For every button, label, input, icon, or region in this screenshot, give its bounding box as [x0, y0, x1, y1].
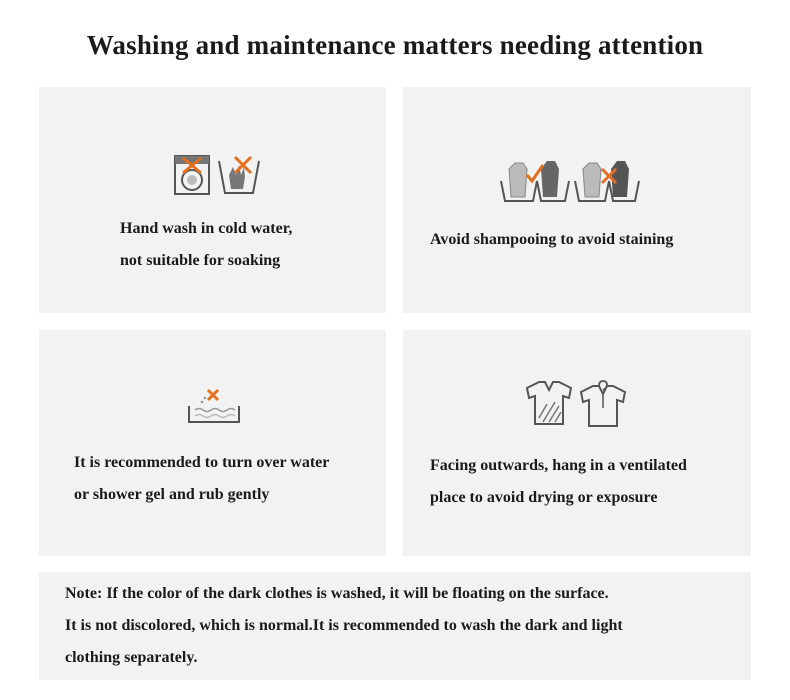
shampoo-not-allowed-icon — [575, 161, 639, 201]
care-text-line: Avoid shampooing to avoid staining — [430, 231, 674, 248]
care-panel-shampoo — [403, 87, 751, 313]
hand-wash-icons — [173, 153, 263, 202]
care-panel-hand-wash — [39, 87, 386, 313]
page-title: Washing and maintenance matters needing attention — [86, 30, 704, 60]
care-text-line: or shower gel and rub gently — [74, 486, 270, 503]
no-machine-wash-icon — [175, 156, 209, 194]
care-panel-hang-dry — [403, 330, 751, 556]
care-text — [120, 213, 292, 277]
shirt-stripes-icon — [527, 382, 571, 424]
shirt-on-hanger-icon — [581, 381, 625, 426]
shampoo-icons — [499, 157, 641, 210]
note-text — [65, 578, 623, 674]
care-text — [74, 447, 329, 511]
care-text-line: It is recommended to turn over water — [74, 454, 330, 471]
care-text-line: Hand wash in cold water, — [120, 220, 293, 237]
note-line: Note: If the color of the dark clothes is washed, it will be floating on the surface. — [65, 585, 609, 602]
care-text — [430, 450, 687, 514]
hand-wash-icon — [219, 157, 259, 193]
care-text-line: place to avoid drying or exposure — [430, 489, 658, 506]
care-note — [39, 572, 751, 680]
care-text-line: Facing outwards, hang in a ventilated — [430, 457, 687, 474]
care-panel-no-soak — [39, 330, 386, 556]
hang-dry-icons — [525, 378, 629, 433]
note-line: clothing separately. — [65, 649, 198, 666]
care-text — [430, 224, 673, 256]
no-soak-water-icon — [187, 386, 241, 431]
care-text-line: not suitable for soaking — [120, 252, 281, 269]
note-line: It is not discolored, which is normal.It is recommended to wash the dark and light — [65, 617, 623, 634]
shampoo-allowed-icon — [501, 161, 569, 201]
